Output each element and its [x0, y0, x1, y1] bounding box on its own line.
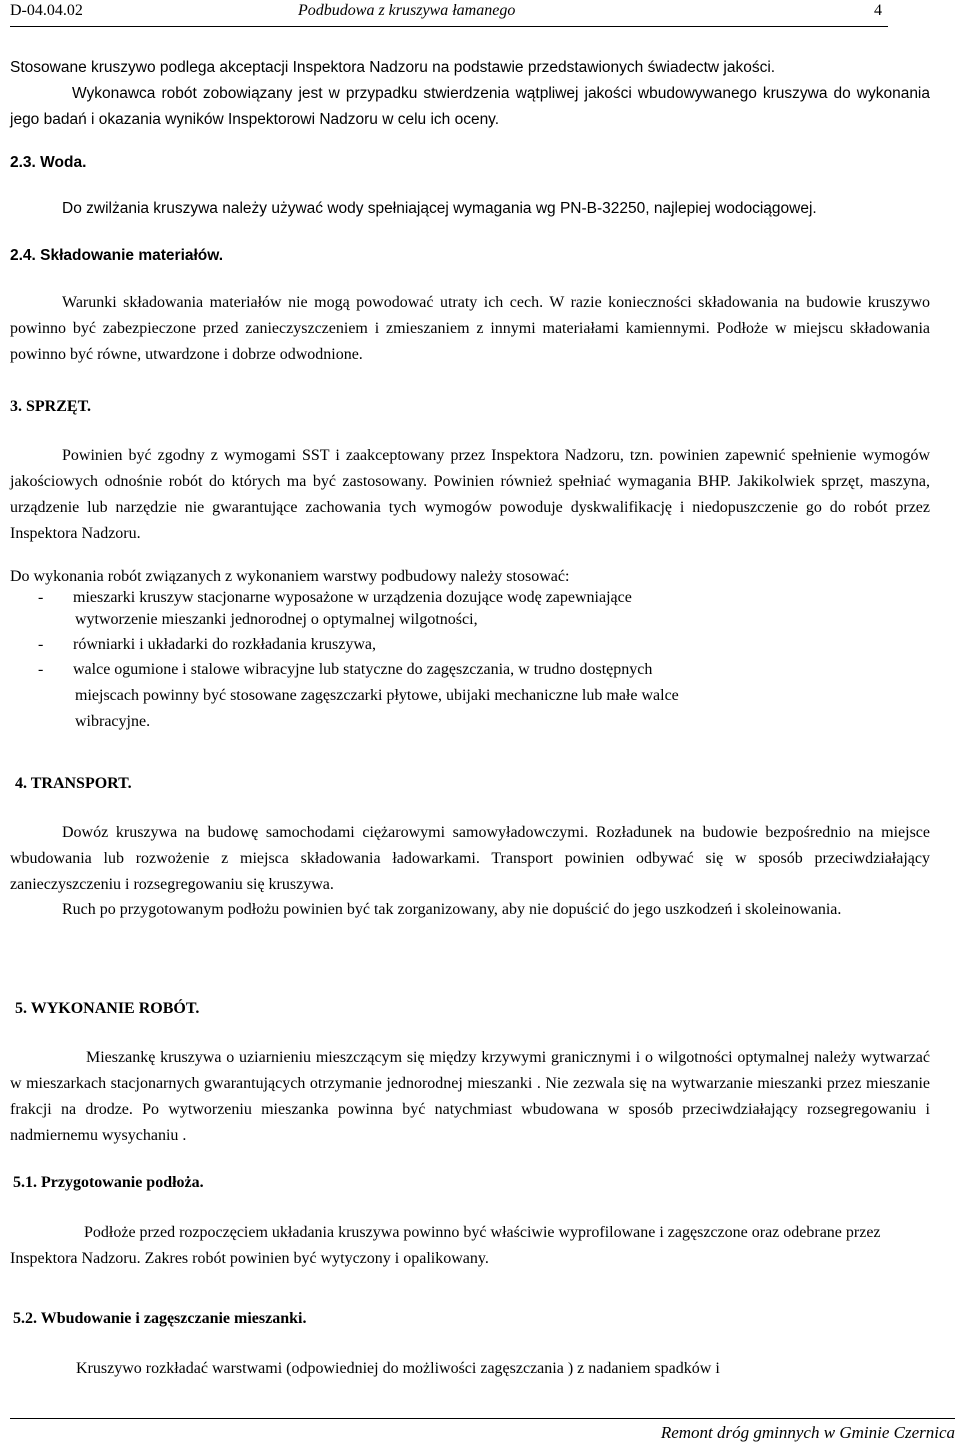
list-item-text: wibracyjne. [75, 713, 151, 730]
footer-title: Remont dróg gminnych w Gminie Czernica [660, 1423, 955, 1442]
heading-execution: 5. WYKONANIE ROBÓT. [15, 1000, 200, 1017]
list-dash: - [38, 636, 44, 653]
paragraph-contractor-testing: Wykonawca robót zobowiązany jest w przypadku stwierdzenia wątpliwej jakości wbudowywanego kruszywa do wykonania jego badań i okazania wyników Inspektorowi Nadzoru w celu ich oceny. [10, 85, 930, 128]
heading-water: 2.3. Woda. [10, 154, 87, 171]
list-item-text: walce ogumione i stalowe wibracyjne lub statyczne do zagęszczania, w trudno dostępnych [73, 661, 653, 678]
paragraph-equipment: Powinien być zgodny z wymogami SST i zaakceptowany przez Inspektora Nadzoru, tzn. powinien zapewnić spełnienie wymogów jakościowych odnośnie robót do których ma być zastosowany. Powinien również spełniać wymagania BHP. Jakikolwiek sprzęt, maszyna, urządzenie lub narzędzie nie gwarantujące zachowania tych wymogów powoduje dyskwalifikację i niedopuszczenie go do robót przez Inspektora Nadzoru. [10, 447, 930, 542]
list-item-text: wytworzenie mieszanki jednorodnej o optymalnej wilgotności, [75, 611, 478, 628]
paragraph-subgrade: Podłoże przed rozpoczęciem układania kruszywa powinno być właściwie wyprofilowane i zagęszczone oraz odebrane przez Inspektora Nadzoru. Zakres robót powinien być wytyczony i opalikowany. [10, 1224, 881, 1267]
paragraph-equipment-intro: Do wykonania robót związanych z wykonaniem warstwy podbudowy należy stosować: [10, 568, 570, 585]
spec-title: Podbudowa z kruszywa łamanego [298, 2, 516, 19]
heading-subgrade: 5.1. Przygotowanie podłoża. [13, 1174, 204, 1191]
page-number: 4 [874, 2, 882, 19]
spec-code: D-04.04.02 [10, 2, 83, 19]
list-dash: - [38, 661, 44, 678]
heading-transport: 4. TRANSPORT. [15, 775, 132, 792]
heading-storage: 2.4. Składowanie materiałów. [10, 247, 224, 264]
list-item-text: równiarki i układarki do rozkładania kruszywa, [73, 636, 377, 653]
paragraph-transport-movement: Ruch po przygotowanym podłożu powinien być tak zorganizowany, aby nie dopuścić do jego uszkodzeń i skoleinowania. [62, 901, 842, 918]
list-item-text: mieszarki kruszyw stacjonarne wyposażone w urządzenia dozujące wodę zapewniające [73, 589, 632, 606]
page-header [10, 0, 888, 27]
heading-compaction: 5.2. Wbudowanie i zagęszczanie mieszanki. [13, 1310, 307, 1327]
list-dash: - [38, 589, 44, 606]
page-footer [10, 1418, 955, 1442]
paragraph-water: Do zwilżania kruszywa należy używać wody spełniającej wymagania wg PN-B-32250, najlepiej wodociągowej. [62, 200, 817, 217]
paragraph-transport: Dowóz kruszywa na budowę samochodami ciężarowymi samowyładowczymi. Rozładunek na budowie bezpośrednio na miejsce wbudowania lub rozwożenie z miejsca składowania ładowarkami. Transport powinien odbywać się w sposób przeciwdziałający zanieczyszczeniu i rozsegregowaniu się kruszywa. [10, 824, 930, 893]
paragraph-acceptance: Stosowane kruszywo podlega akceptacji Inspektora Nadzoru na podstawie przedstawionych świadectw jakości. [10, 59, 776, 76]
paragraph-storage: Warunki składowania materiałów nie mogą powodować utraty ich cech. W razie konieczności składowania na budowie kruszywo powinno być zabezpieczone przed zanieczyszczeniem i zmieszaniem z innymi materiałami kamiennymi. Podłoże w miejscu składowania powinno być równe, utwardzone i dobrze odwodnione. [10, 294, 930, 363]
list-item-text: miejscach powinny być stosowane zagęszczarki płytowe, ubijaki mechaniczne lub małe walce [75, 687, 679, 704]
paragraph-execution: Mieszankę kruszywa o uziarnieniu mieszczącym się między krzywymi granicznymi i o wilgotności optymalnej należy wytwarzać w mieszarkach stacjonarnych gwarantujących otrzymanie jednorodnej mieszanki . Nie zezwala się na wytwarzanie mieszanki przez mieszanie frakcji na drodze. Po wytworzeniu mieszanka powinna być natychmiast wbudowana w sposób przeciwdziałający rozsegregowaniu i nadmiernemu wysychaniu . [10, 1049, 930, 1144]
heading-equipment: 3. SPRZĘT. [10, 398, 92, 415]
paragraph-compaction: Kruszywo rozkładać warstwami (odpowiedniej do możliwości zagęszczania ) z nadaniem spadków i [76, 1360, 720, 1377]
